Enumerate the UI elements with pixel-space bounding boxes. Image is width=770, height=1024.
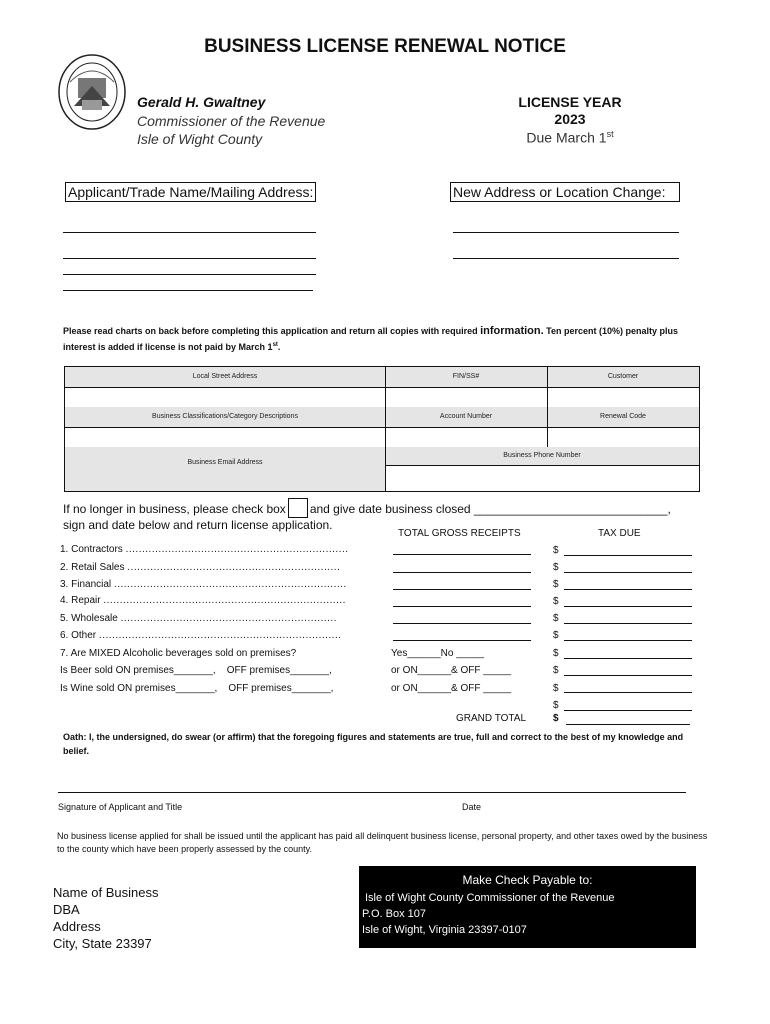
date-label: Date — [462, 802, 482, 812]
tax-due-field[interactable] — [564, 589, 692, 590]
email-cell — [65, 447, 385, 491]
dollar-sign: $ — [553, 630, 559, 641]
dollar-sign: $ — [553, 648, 559, 659]
license-year-label: LICENSE YEAR — [518, 94, 622, 110]
gross-receipts-field[interactable] — [393, 572, 531, 573]
commissioner-name: Gerald H. Gwaltney — [137, 94, 266, 110]
due-date: Due March 1st — [526, 129, 614, 146]
row-financial: 3. Financial ....................................................................... — [60, 579, 347, 590]
gross-receipts-header: TOTAL GROSS RECEIPTS — [398, 528, 521, 539]
row-beer: Is Beer sold ON premises_______, OFF premises_______, — [60, 665, 332, 676]
tax-due-field[interactable] — [564, 675, 692, 676]
gross-receipts-field[interactable] — [393, 606, 531, 607]
dollar-sign: $ — [553, 700, 559, 711]
payable-heading: Make Check Payable to: — [462, 873, 593, 887]
row-repair: 4. Repair .......................................................................... — [60, 595, 346, 606]
page-title: BUSINESS LICENSE RENEWAL NOTICE — [204, 36, 566, 57]
mailing-address-block — [53, 884, 159, 952]
row-wholesale: 5. Wholesale .................................................................. — [60, 613, 337, 624]
business-address: Address — [53, 919, 101, 934]
payable-line-2: P.O. Box 107 — [362, 908, 427, 920]
gross-receipts-field[interactable] — [393, 554, 531, 555]
instructions-notice: Please read charts on back before completing this application and return all copies with required information. Ten percent (10%) penalty plus interest is added if license is not paid by March 1st. — [63, 325, 679, 352]
county-name: Isle of Wight County — [137, 131, 263, 147]
gross-receipts-field[interactable] — [393, 623, 531, 624]
closed-business-instructions: If no longer in business, please check box and give date business closed _____________________________, sign and date below and return license application. — [63, 498, 713, 532]
row-mixed-alcohol: 7. Are MIXED Alcoholic beverages sold on premises? — [60, 648, 297, 659]
tax-due-field[interactable] — [564, 606, 692, 607]
applicant-address-label: Applicant/Trade Name/Mailing Address: — [65, 182, 316, 202]
license-year: 2023 — [554, 111, 586, 127]
signature-line[interactable] — [58, 792, 686, 793]
business-city: City, State 23397 — [53, 936, 152, 951]
new-address-line[interactable] — [453, 258, 679, 259]
account-info-grid — [64, 366, 700, 492]
grand-total-label: GRAND TOTAL — [456, 713, 527, 724]
delinquent-tax-note: No business license applied for shall be issued until the applicant has paid all delinquent business license, personal property, and other taxes owed by the business to the county which have been properly assessed by the county. — [57, 831, 708, 854]
local-street-label: Local Street Address — [192, 373, 258, 380]
signature-label: Signature of Applicant and Title — [58, 802, 183, 812]
dollar-sign: $ — [553, 683, 559, 694]
account-number-label: Account Number — [439, 413, 493, 420]
classifications-label: Business Classifications/Category Descriptions — [152, 413, 298, 420]
mixed-yes-no[interactable]: Yes______No _____ — [391, 648, 485, 659]
county-seal-logo — [56, 52, 128, 132]
address-change-label: New Address or Location Change: — [450, 182, 680, 202]
business-name: Name of Business — [53, 885, 159, 900]
beer-on-off[interactable]: or ON______& OFF _____ — [391, 665, 512, 676]
closed-checkbox[interactable] — [288, 498, 308, 518]
customer-label: Customer — [607, 373, 639, 380]
tax-due-field[interactable] — [564, 572, 692, 573]
dollar-sign: $ — [553, 596, 559, 607]
tax-due-field[interactable] — [564, 623, 692, 624]
tax-due-field[interactable] — [564, 555, 692, 556]
tax-due-field[interactable] — [564, 658, 692, 659]
gross-receipts-field[interactable] — [393, 589, 531, 590]
new-address-line[interactable] — [453, 232, 679, 233]
oath-statement: Oath: I, the undersigned, do swear (or affirm) that the foregoing figures and statements are true, full and correct to the best of my knowledge and belief. — [63, 732, 684, 756]
commissioner-title: Commissioner of the Revenue — [137, 113, 326, 129]
wine-on-off[interactable]: or ON______& OFF _____ — [391, 683, 512, 694]
row-wine: Is Wine sold ON premises_______, OFF premises_______, — [60, 683, 334, 694]
row-other: 6. Other .......................................................................... — [60, 630, 342, 641]
payable-line-3: Isle of Wight, Virginia 23397-0107 — [362, 924, 527, 936]
renewal-code-label: Renewal Code — [600, 413, 646, 420]
tax-due-field[interactable] — [564, 640, 692, 641]
email-label: Business Email Address — [187, 459, 263, 466]
business-dba: DBA — [53, 902, 80, 917]
dollar-sign: $ — [553, 665, 559, 676]
fin-label: FIN/SS# — [452, 373, 480, 380]
applicant-address-line[interactable] — [63, 232, 316, 233]
payable-line-1: Isle of Wight County Commissioner of the Revenue — [365, 892, 615, 904]
tax-due-header: TAX DUE — [598, 528, 641, 539]
applicant-address-line[interactable] — [63, 290, 313, 291]
tax-due-field[interactable] — [564, 710, 692, 711]
tax-due-field[interactable] — [564, 692, 692, 693]
phone-label: Business Phone Number — [503, 452, 581, 459]
applicant-address-line[interactable] — [63, 274, 316, 275]
grand-total-field[interactable] — [566, 724, 690, 725]
applicant-address-line[interactable] — [63, 258, 316, 259]
dollar-sign: $ — [553, 562, 559, 573]
dollar-sign: $ — [553, 579, 559, 590]
dollar-sign: $ — [553, 613, 559, 624]
gross-receipts-field[interactable] — [393, 640, 531, 641]
row-retail: 2. Retail Sales ................................................................. — [60, 562, 341, 573]
grand-total-dollar: $ — [553, 713, 559, 724]
dollar-sign: $ — [553, 545, 559, 556]
payable-to-box — [359, 866, 696, 948]
row-contractors: 1. Contractors .................................................................... — [60, 544, 349, 555]
